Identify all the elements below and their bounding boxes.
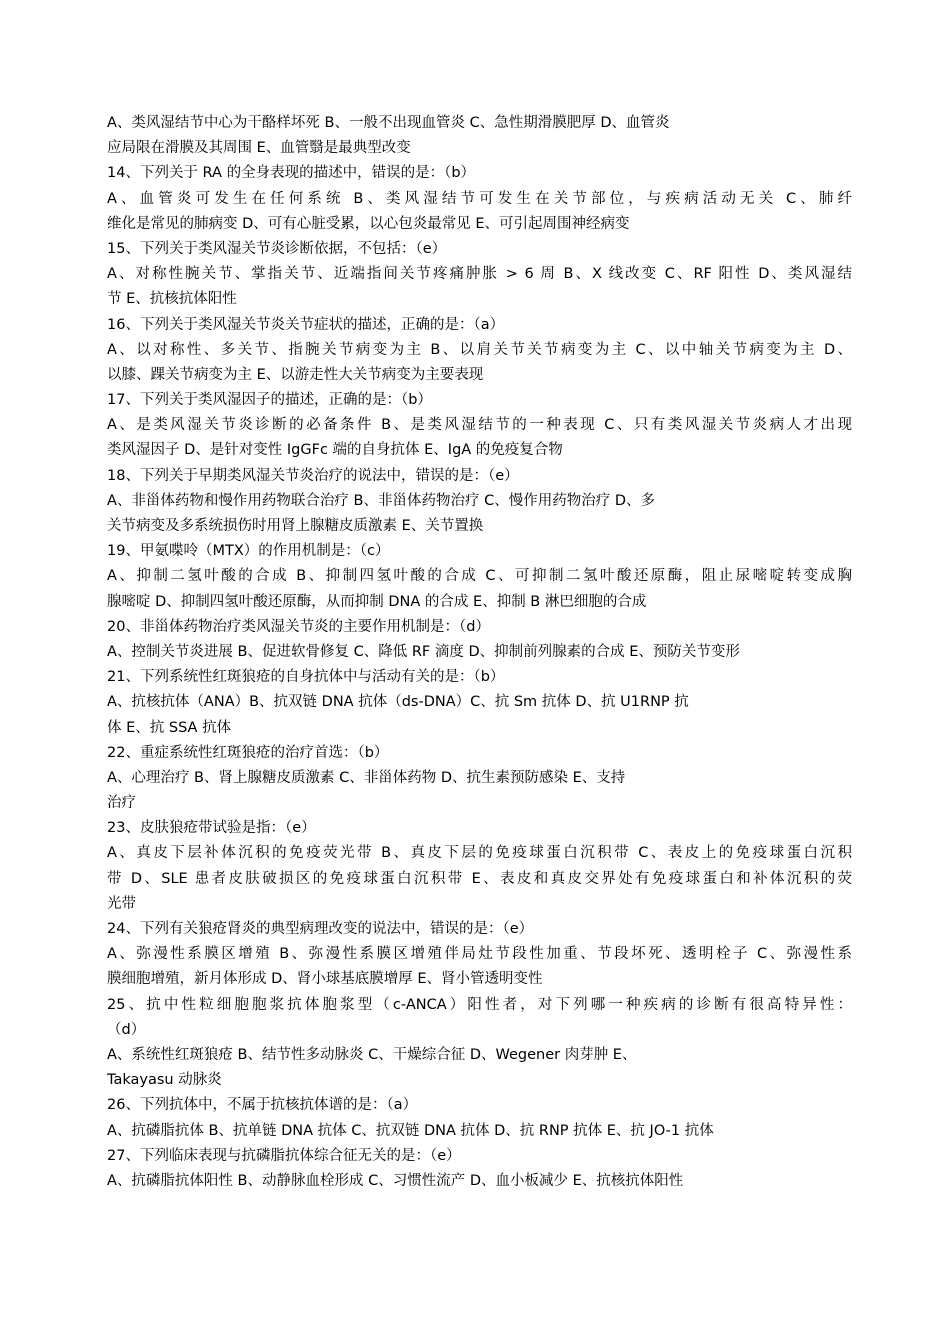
- text-line: A、抗核抗体（ANA）B、抗双链 DNA 抗体（ds-DNA）C、抗 Sm 抗体 D、抗 U1RNP 抗: [107, 694, 689, 711]
- question-line: 22、重症系统性红斑狼疮的治疗首选：（b）: [107, 744, 389, 761]
- text-line: A、以对称性、多关节、指腕关节病变为主 B、以肩关节关节病变为主 C、以中轴关节病变为主 D、: [107, 341, 852, 358]
- question-line: 14、下列关于 RA 的全身表现的描述中，错误的是：（b）: [107, 165, 476, 182]
- question-line: 19、甲氨喋呤（MTX）的作用机制是：（c）: [107, 543, 390, 560]
- text-line: A、类风湿结节中心为干酪样坏死 B、一般不出现血管炎 C、急性期滑膜肥厚 D、血管炎: [107, 115, 670, 131]
- text-line: 治疗: [107, 795, 136, 812]
- text-line: A、非甾体药物和慢作用药物联合治疗 B、非甾体药物治疗 C、慢作用药物治疗 D、多: [107, 492, 655, 509]
- text-line: A、血管炎可发生在任何系统 B、类风湿结节可发生在关节部位，与疾病活动无关 C、肺纤: [107, 190, 852, 207]
- text-line: 类风湿因子 D、是针对变性 IgGFc 端的自身抗体 E、IgA 的免疫复合物: [107, 442, 563, 459]
- question-line: 24、下列有关狼疮肾炎的典型病理改变的说法中，错误的是：（e）: [107, 921, 534, 937]
- text-line: 节 E、抗核抗体阳性: [107, 291, 237, 308]
- question-line: 26、下列抗体中，不属于抗核抗体谱的是：（a）: [107, 1097, 418, 1114]
- text-line: A、是类风湿关节炎诊断的必备条件 B、是类风湿结节的一种表现 C、只有类风湿关节炎病人才出现: [107, 417, 852, 434]
- text-line: A、抗磷脂抗体 B、抗单链 DNA 抗体 C、抗双链 DNA 抗体 D、抗 RNP 抗体 E、抗 JO-1 抗体: [107, 1122, 714, 1139]
- text-line: 体 E、抗 SSA 抗体: [107, 719, 232, 736]
- text-line: 关节病变及多系统损伤时用肾上腺糖皮质激素 E、关节置换: [107, 518, 484, 534]
- text-line: 膜细胞增殖，新月体形成 D、肾小球基底膜增厚 E、肾小管透明变性: [107, 971, 543, 988]
- question-line: 15、下列关于类风湿关节炎诊断依据，不包括：（e）: [107, 240, 447, 257]
- text-line: A、抑制二氢叶酸的合成 B、抑制四氢叶酸的合成 C、可抑制二氢叶酸还原酶，阻止尿嘧啶转变成胸: [107, 568, 852, 585]
- text-line: Takayasu 动脉炎: [107, 1072, 222, 1089]
- question-line: 23、皮肤狼疮带试验是指：（e）: [107, 820, 316, 837]
- question-line: （d）: [107, 1021, 146, 1038]
- question-line: 18、下列关于早期类风湿关节炎治疗的说法中，错误的是：（e）: [107, 467, 519, 484]
- document-page: [107, 111, 852, 1194]
- text-line: A、心理治疗 B、肾上腺糖皮质激素 C、非甾体药物 D、抗生素预防感染 E、支持: [107, 769, 626, 786]
- question-line: 16、下列关于类风湿关节炎关节症状的描述，正确的是：（a）: [107, 316, 505, 333]
- text-line: 维化是常见的肺病变 D、可有心脏受累，以心包炎最常见 E、可引起周围神经病变: [107, 215, 630, 232]
- text-line: A、抗磷脂抗体阳性 B、动静脉血栓形成 C、习惯性流产 D、血小板减少 E、抗核抗体阳性: [107, 1172, 684, 1189]
- text-line: 应局限在滑膜及其周围 E、血管翳是最典型改变: [107, 140, 411, 157]
- text-line: 带 D、SLE 患者皮肤破损区的免疫球蛋白沉积带 E、表皮和真皮交界处有免疫球蛋白和补体沉积的荧: [107, 870, 852, 887]
- text-line: A、弥漫性系膜区增殖 B、弥漫性系膜区增殖伴局灶节段性加重、节段坏死、透明栓子 C、弥漫性系: [107, 946, 852, 963]
- question-line: 17、下列关于类风湿因子的描述，正确的是：（b）: [107, 392, 432, 409]
- text-line: 腺嘧啶 D、抑制四氢叶酸还原酶，从而抑制 DNA 的合成 E、抑制 B 淋巴细胞的合成: [107, 593, 647, 610]
- text-line: A、控制关节炎进展 B、促进软骨修复 C、降低 RF 滴度 D、抑制前列腺素的合成 E、预防关节变形: [107, 643, 740, 660]
- text-line: 以膝、踝关节病变为主 E、以游走性大关节病变为主要表现: [107, 366, 484, 383]
- text-line: 光带: [107, 895, 136, 912]
- text-line: A、真皮下层补体沉积的免疫荧光带 B、真皮下层的免疫球蛋白沉积带 C、表皮上的免疫球蛋白沉积: [107, 845, 852, 862]
- question-line: 27、下列临床表现与抗磷脂抗体综合征无关的是：（e）: [107, 1147, 461, 1164]
- text-line: A、对称性腕关节、掌指关节、近端指间关节疼痛肿胀 > 6 周 B、X 线改变 C、RF 阳性 D、类风湿结: [107, 266, 852, 283]
- text-line: A、系统性红斑狼疮 B、结节性多动脉炎 C、干燥综合征 D、Wegener 肉芽肿 E、: [107, 1046, 637, 1063]
- question-line: 20、非甾体药物治疗类风湿关节炎的主要作用机制是：（d）: [107, 618, 490, 635]
- question-line: 25、抗中性粒细胞胞浆抗体胞浆型（c-ANCA）阳性者，对下列哪一种疾病的诊断有很高特异性：: [107, 996, 852, 1013]
- question-line: 21、下列系统性红斑狼疮的自身抗体中与活动有关的是：（b）: [107, 669, 505, 686]
